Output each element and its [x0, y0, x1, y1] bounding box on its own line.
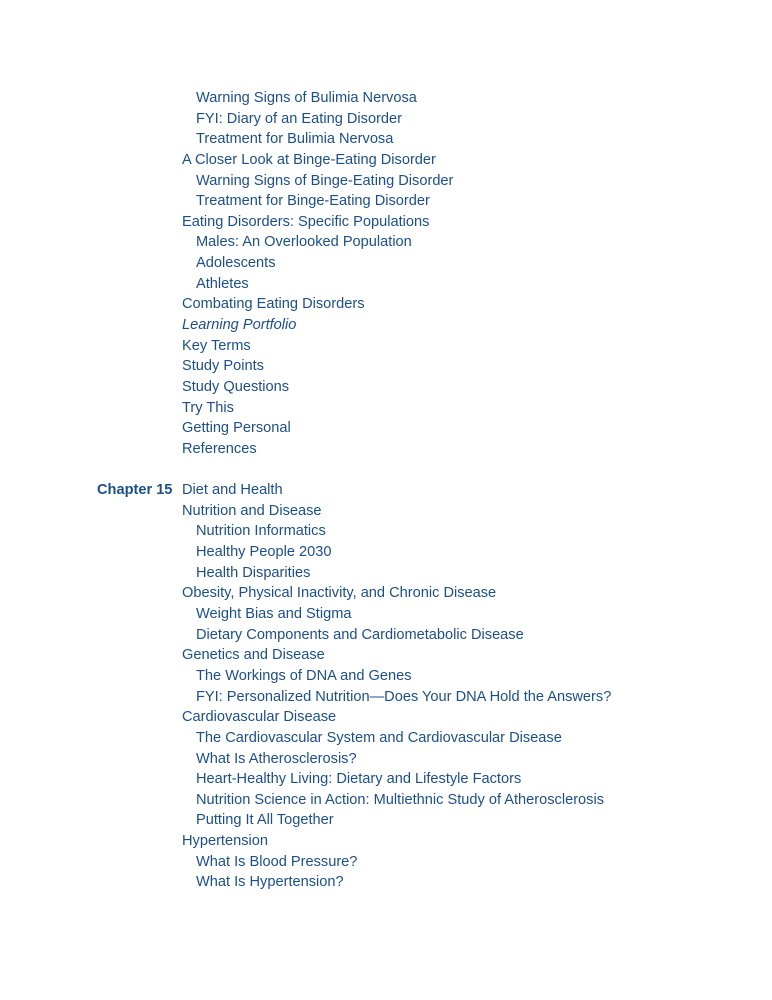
toc-entry-level-1: [0, 501, 772, 522]
chapter-heading-row: [0, 480, 772, 501]
toc-entry-link[interactable]: Health Disparities: [196, 564, 311, 581]
toc-entry-level-2: [0, 687, 772, 708]
toc-entry-level-1: [0, 294, 772, 315]
toc-entry-level-2: [0, 666, 772, 687]
toc-entry-link[interactable]: FYI: Diary of an Eating Disorder: [196, 110, 403, 127]
toc-entry-link[interactable]: Key Terms: [182, 337, 251, 354]
toc-entry-link[interactable]: Eating Disorders: Specific Populations: [182, 213, 430, 230]
toc-entry-level-2: [0, 88, 772, 109]
toc-entry-link[interactable]: A Closer Look at Binge-Eating Disorder: [182, 151, 436, 168]
toc-entry-link[interactable]: References: [182, 440, 257, 457]
toc-entry-level-2: [0, 542, 772, 563]
toc-entry-level-2: [0, 129, 772, 150]
toc-entry-level-1: [0, 418, 772, 439]
toc-entry-link[interactable]: Putting It All Together: [196, 812, 334, 829]
toc-entry-level-2: [0, 625, 772, 646]
toc-entry-link[interactable]: Study Questions: [182, 378, 290, 395]
toc-entry-link[interactable]: Adolescents: [196, 255, 276, 272]
section-spacer: [0, 460, 772, 481]
toc-entry-level-2: [0, 232, 772, 253]
toc-entry-link[interactable]: What Is Blood Pressure?: [196, 853, 358, 870]
toc-entry-link[interactable]: Treatment for Bulimia Nervosa: [196, 131, 394, 148]
toc-entry-link[interactable]: Genetics and Disease: [182, 647, 325, 664]
toc-entry-level-2: [0, 521, 772, 542]
toc-entry-level-2: [0, 810, 772, 831]
toc-entry-level-2: [0, 171, 772, 192]
toc-entry-link[interactable]: Learning Portfolio: [182, 317, 297, 334]
toc-entry-level-2: [0, 872, 772, 893]
toc-entry-link[interactable]: Heart-Healthy Living: Dietary and Lifestyle Factors: [196, 771, 522, 788]
toc-entry-link[interactable]: FYI: Personalized Nutrition—Does Your DNA Hold the Answers?: [196, 688, 612, 705]
toc-entry-level-1: [0, 377, 772, 398]
toc-entry-link[interactable]: Dietary Components and Cardiometabolic Disease: [196, 626, 524, 643]
toc-entry-level-2: [0, 274, 772, 295]
toc-entry-level-1: [0, 315, 772, 336]
toc-section-eating-disorders: [0, 88, 772, 460]
toc-entry-link[interactable]: The Workings of DNA and Genes: [196, 667, 412, 684]
toc-entry-level-2: [0, 790, 772, 811]
toc-entry-link[interactable]: Nutrition Informatics: [196, 523, 326, 540]
toc-entry-level-1: [0, 398, 772, 419]
toc-entry-level-1: [0, 831, 772, 852]
toc-entry-level-2: [0, 852, 772, 873]
toc-entry-level-1: [0, 439, 772, 460]
toc-entry-link[interactable]: What Is Hypertension?: [196, 874, 344, 891]
toc-entry-link[interactable]: Treatment for Binge-Eating Disorder: [196, 193, 430, 210]
toc-entry-link[interactable]: Warning Signs of Bulimia Nervosa: [196, 90, 417, 106]
toc-entry-level-1: [0, 356, 772, 377]
toc-entry-level-2: [0, 769, 772, 790]
toc-entry-level-1: [0, 707, 772, 728]
toc-entry-level-2: [0, 728, 772, 749]
toc-entry-level-2: [0, 563, 772, 584]
toc-entry-level-1: [0, 645, 772, 666]
toc-entry-link[interactable]: Cardiovascular Disease: [182, 709, 337, 726]
toc-entry-level-2: [0, 253, 772, 274]
toc-entry-link[interactable]: Obesity, Physical Inactivity, and Chronic Disease: [182, 585, 497, 602]
toc-entry-link[interactable]: Warning Signs of Binge-Eating Disorder: [196, 172, 454, 189]
toc-entry-level-2: [0, 749, 772, 770]
table-of-contents: [0, 88, 772, 893]
toc-entry-level-1: [0, 336, 772, 357]
chapter-number-label: Chapter 15: [97, 482, 173, 499]
toc-entry-level-1: [0, 583, 772, 604]
toc-entry-link[interactable]: What Is Atherosclerosis?: [196, 750, 357, 767]
toc-entry-level-1: [0, 212, 772, 233]
toc-entry-link[interactable]: Nutrition and Disease: [182, 502, 322, 519]
toc-entry-link[interactable]: Athletes: [196, 275, 249, 292]
toc-entry-link[interactable]: Nutrition Science in Action: Multiethnic Study of Atherosclerosis: [196, 791, 605, 808]
toc-entry-link[interactable]: Weight Bias and Stigma: [196, 606, 352, 623]
toc-entry-link[interactable]: The Cardiovascular System and Cardiovascular Disease: [196, 729, 562, 746]
toc-entry-level-2: [0, 604, 772, 625]
toc-entry-link[interactable]: Getting Personal: [182, 420, 291, 437]
toc-entry-level-1: [0, 150, 772, 171]
toc-entry-link[interactable]: Try This: [182, 399, 234, 416]
toc-entry-link[interactable]: Healthy People 2030: [196, 544, 332, 561]
toc-entry-level-2: [0, 109, 772, 130]
toc-entry-level-2: [0, 191, 772, 212]
toc-entry-link[interactable]: Study Points: [182, 358, 264, 375]
toc-entry-link[interactable]: Combating Eating Disorders: [182, 296, 365, 313]
toc-section-diet-and-health: [0, 501, 772, 893]
chapter-title-link[interactable]: Diet and Health: [182, 482, 283, 499]
toc-entry-link[interactable]: Hypertension: [182, 833, 268, 850]
toc-entry-link[interactable]: Males: An Overlooked Population: [196, 234, 412, 251]
